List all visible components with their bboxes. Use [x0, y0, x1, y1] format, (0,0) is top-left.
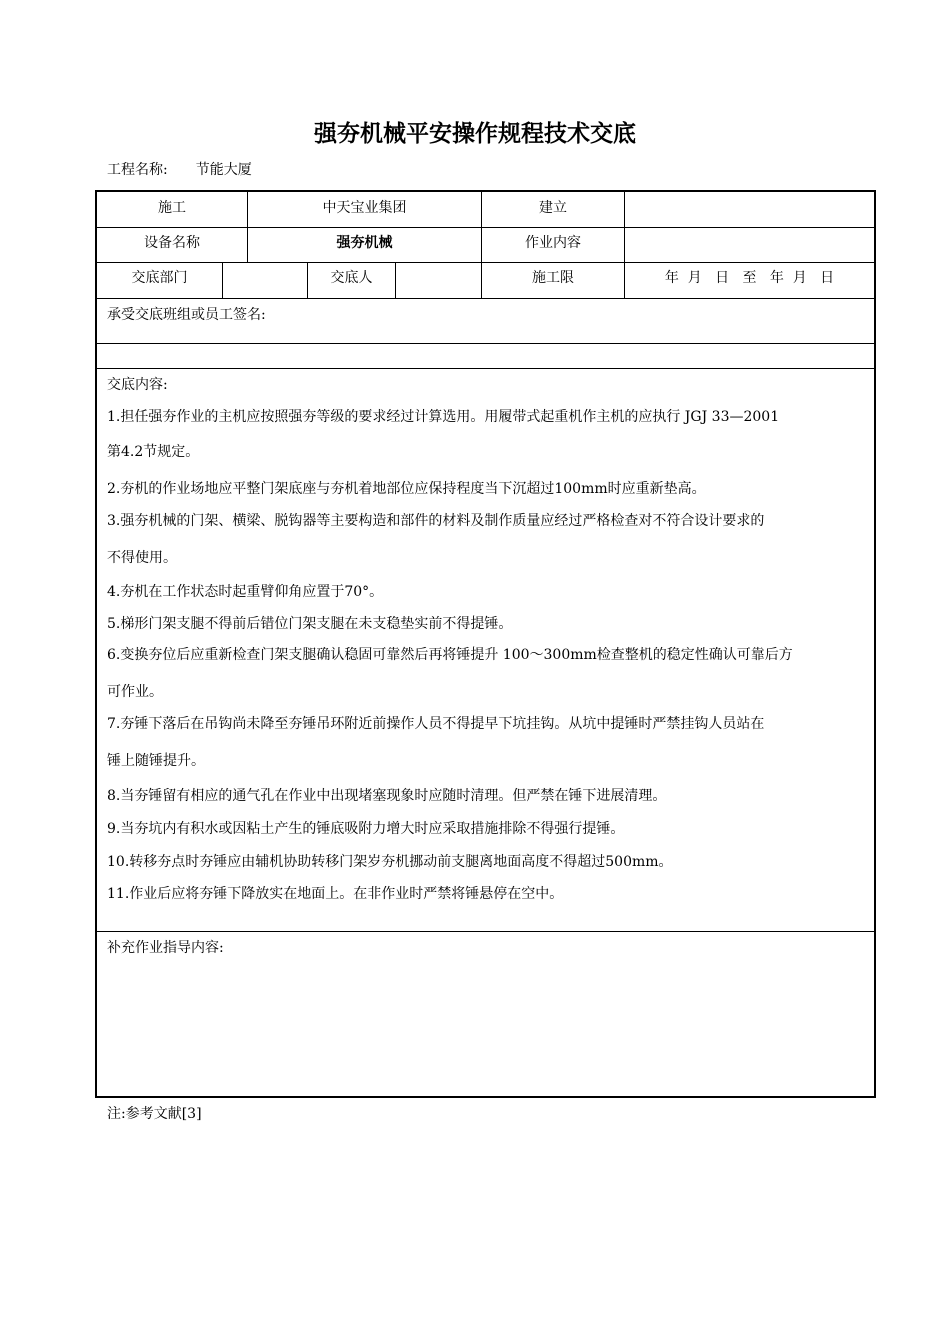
content-line: 6.变换夯位后应重新检查门架支腿确认稳固可靠然后再将锤提升 100～300mm检查整机的稳定性确认可靠后方: [107, 647, 793, 663]
content-line: 4.夯机在工作状态时起重臂仰角应置于70°。: [107, 584, 384, 600]
content-line: 1.担任强夯作业的主机应按照强夯等级的要求经过计算选用。用履带式起重机作主机的应执行 JGJ 33—2001: [107, 409, 780, 425]
equipment-name-value: 强夯机械: [336, 235, 393, 251]
content-line: 5.梯形门架支腿不得前后错位门架支腿在未支稳垫实前不得提锤。: [107, 616, 513, 632]
content-line: 3.强夯机械的门架、横梁、脱钩器等主要构造和部件的材料及制作质量应经过严格检查对不符合设计要求的: [107, 513, 765, 529]
content-line: 7.夯锤下落后在吊钩尚未降至夯锤吊环附近前操作人员不得提早下坑挂钩。从坑中提锤时严禁挂钩人员站在: [107, 716, 765, 732]
construction-period-label: 施工限: [532, 270, 574, 286]
content-label: 交底内容:: [107, 377, 168, 393]
supervision-label: 建立: [539, 200, 567, 216]
department-label: 交底部门: [131, 270, 188, 286]
construction-company: 中天宝业集团: [322, 200, 407, 216]
content-line: 第4.2节规定。: [107, 444, 200, 460]
construction-period-value: 年 月 日 至 年 月 日: [664, 270, 835, 286]
reference-note: 注:参考文献[3]: [107, 1106, 202, 1122]
content-line: 9.当夯坑内有积水或因粘土产生的锤底吸附力增大时应采取措施排除不得强行提锤。: [107, 821, 625, 837]
supplement-label: 补充作业指导内容:: [107, 940, 224, 956]
equipment-name-label: 设备名称: [144, 235, 200, 251]
document-title: 强夯机械平安操作规程技术交底: [314, 121, 636, 147]
project-value: 节能大厦: [195, 162, 252, 178]
signature-label: 承受交底班组或员工签名:: [107, 307, 266, 323]
content-line: 可作业。: [107, 684, 163, 700]
construction-label: 施工: [158, 200, 186, 216]
content-line: 8.当夯锤留有相应的通气孔在作业中出现堵塞现象时应随时清理。但严禁在锤下进展清理。: [107, 788, 667, 804]
project-name: [107, 159, 252, 179]
work-content-label: 作业内容: [525, 235, 581, 251]
content-line: 2.夯机的作业场地应平整门架底座与夯机着地部位应保持程度当下沉超过100mm时应重新垫高。: [107, 481, 706, 497]
project-label: 工程名称:: [107, 162, 168, 178]
content-line: 不得使用。: [107, 550, 177, 566]
discloser-label: 交底人: [330, 270, 373, 286]
content-line: 锤上随锤提升。: [107, 753, 205, 769]
disclosure-table: [95, 190, 876, 1098]
content-line: 10.转移夯点时夯锤应由辅机协助转移门架岁夯机挪动前支腿离地面高度不得超过500mm。: [107, 854, 673, 870]
content-line: 11.作业后应将夯锤下降放实在地面上。在非作业时严禁将锤悬停在空中。: [107, 886, 564, 902]
